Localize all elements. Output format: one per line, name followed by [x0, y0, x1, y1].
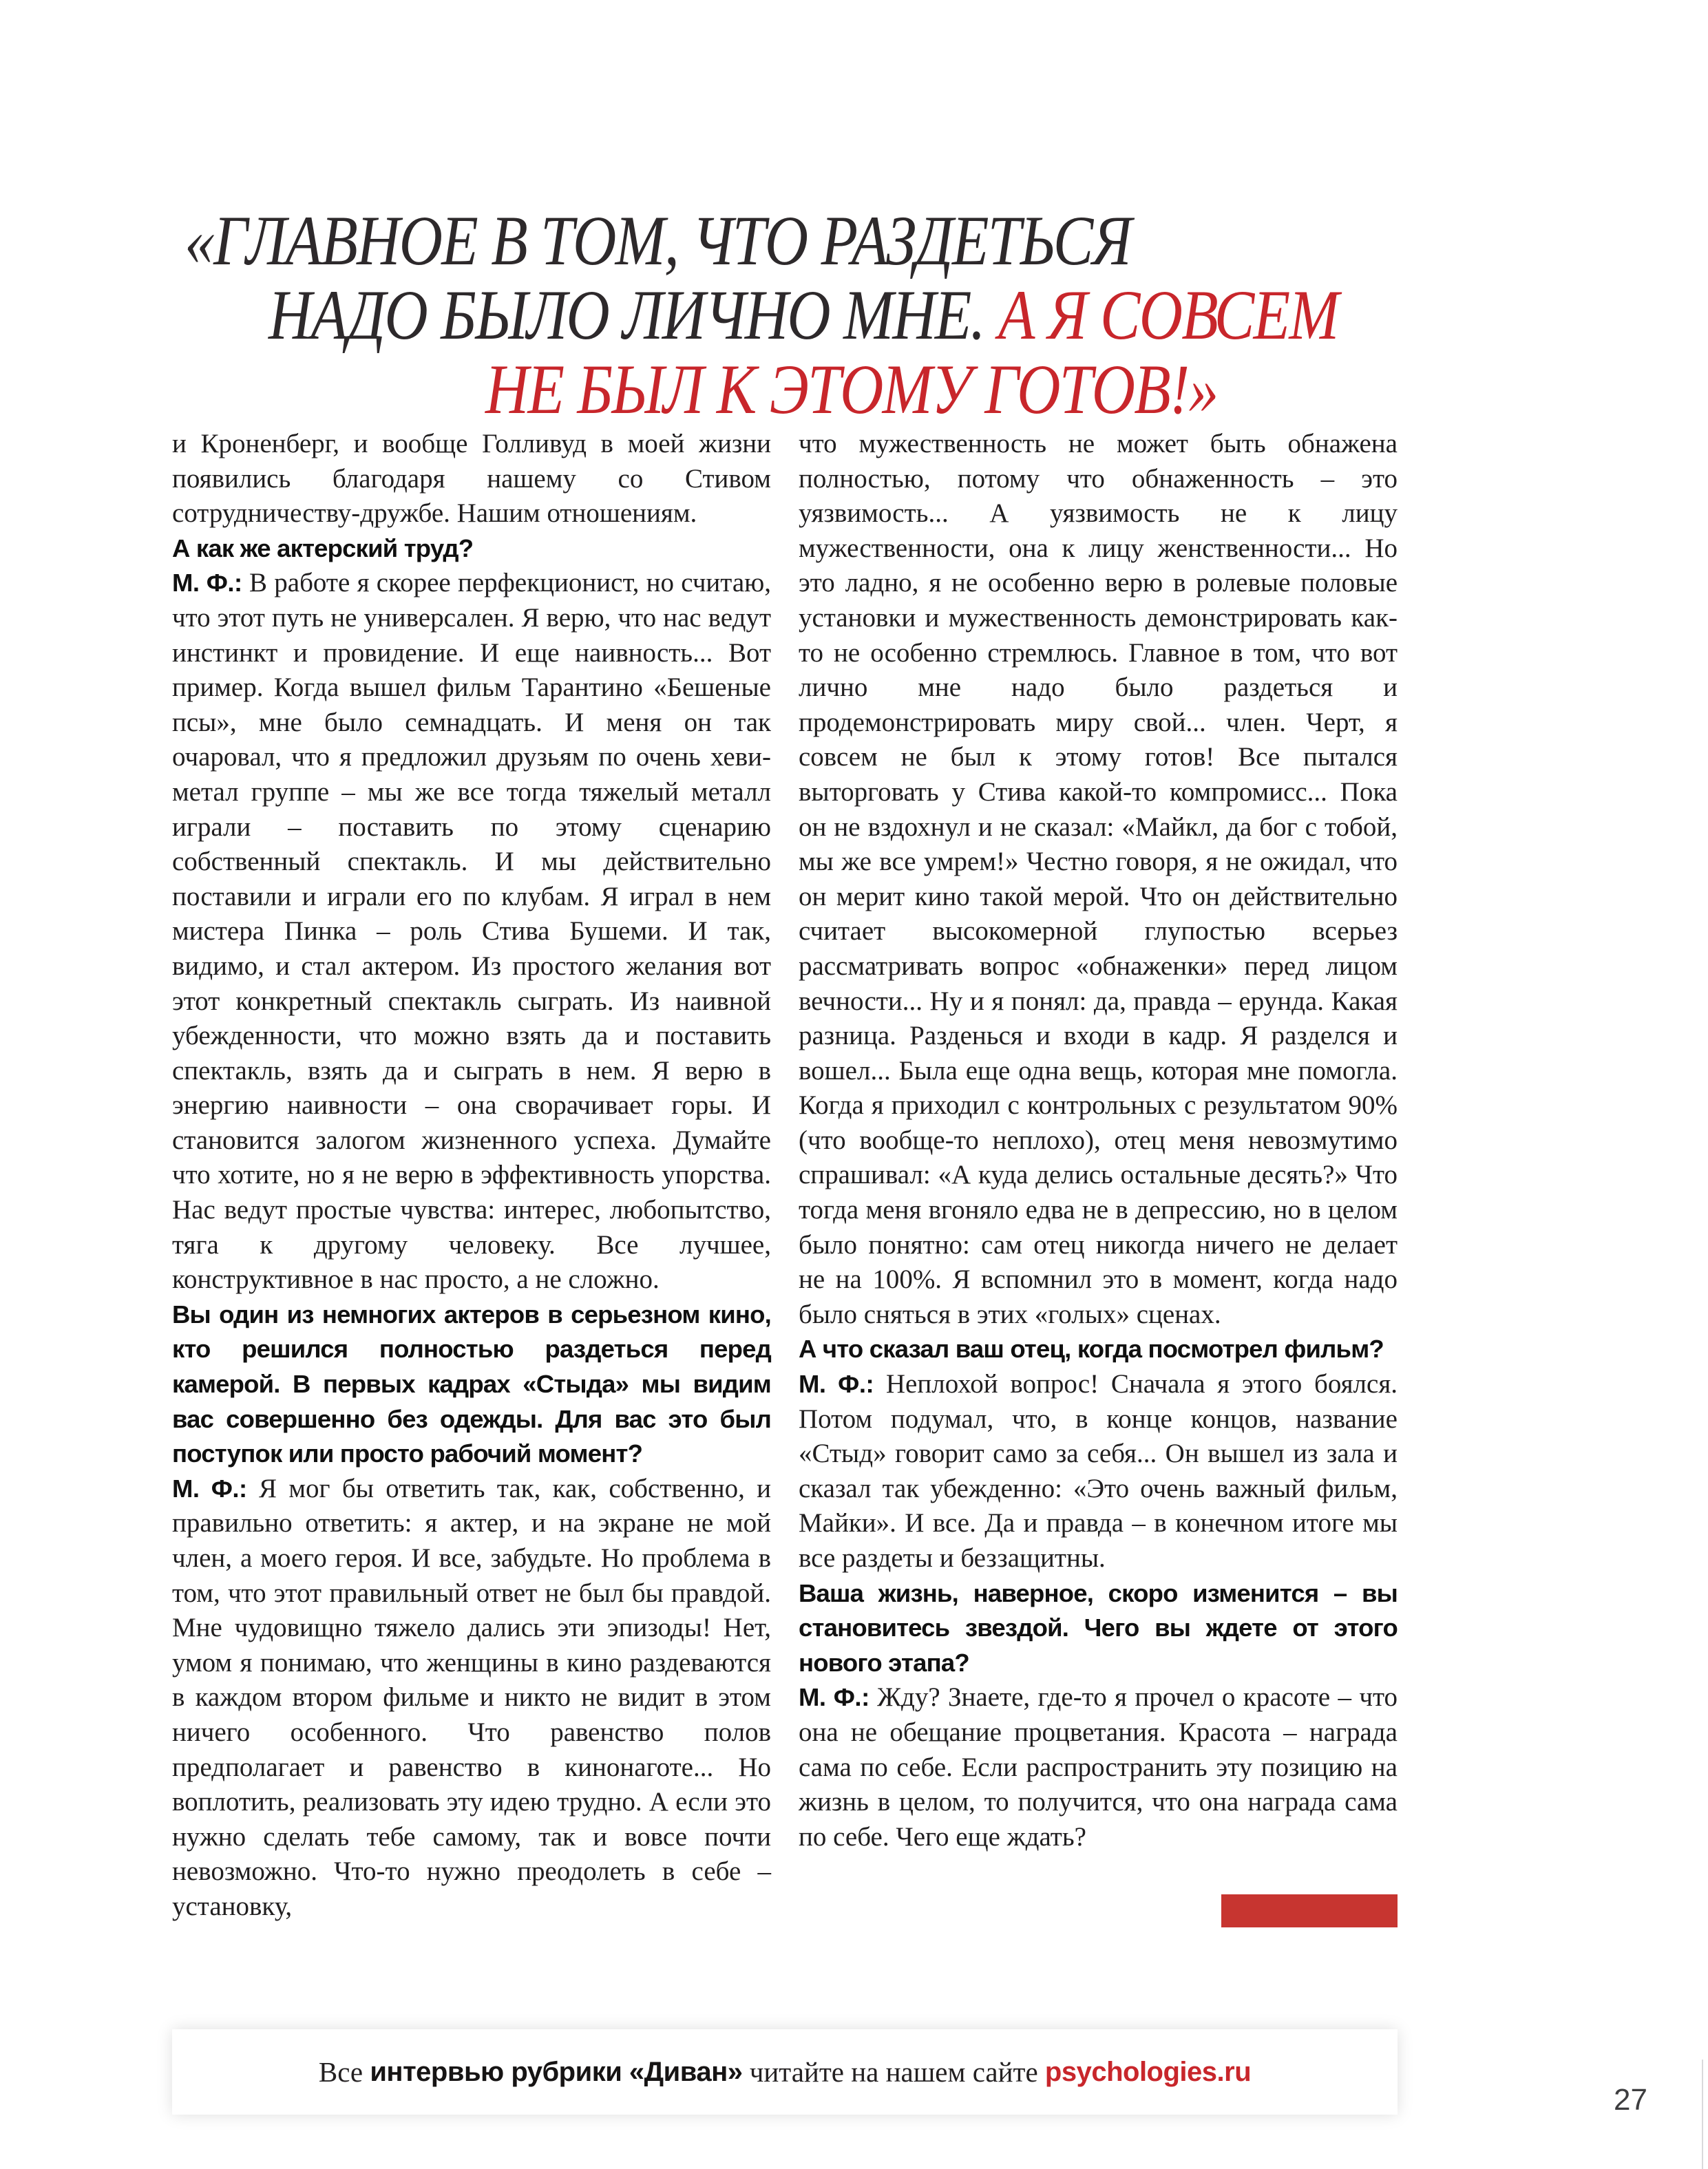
- answer-text: Жду? Знаете, где-то я прочел о красоте – что она не обещание процветания. Красота – награда сама по себе. Если распространить эту позицию на жизнь в целом, то получится, что она награда сама по себе. Чего еще ждать?: [799, 1682, 1398, 1852]
- page-edge-line: [1702, 2060, 1703, 2169]
- page-number: 27: [1614, 2083, 1647, 2117]
- footer-text: Все: [318, 2056, 370, 2088]
- interview-question: А что сказал ваш отец, когда посмотрел фильм?: [799, 1335, 1384, 1364]
- right-column: [799, 427, 1398, 1927]
- answer-text: Я мог бы ответить так, как, собственно, и правильно ответить: я актер, и на экране не мой член, а моего героя. И все, забудьте. Но проблема в том, что этот правильный ответ не был бы правдой. Мне чудовищно тяжело дались эти эпизоды! Нет, умом я понимаю, что женщины в кино раздеваются в каждом втором фильме и никто не видит в этом ничего особенного. Что равенство полов предполагает и равенство в кинонаготе... Но воплотить, реализовать эту идею трудно. А если это нужно сделать тебе самому, так и вовсе почти невозможно. Что-то нужно преодолеть в себе – установку,: [172, 1473, 772, 1921]
- interview-question: Ваша жизнь, наверное, скоро изменится – вы становитесь звездой. Чего вы ждете от этого нового этапа?: [799, 1578, 1398, 1677]
- footer-text: читайте на нашем сайте: [742, 2056, 1045, 2088]
- interview-answer: [172, 566, 771, 1297]
- pull-quote-line-2: [268, 276, 1549, 355]
- footer-site-link[interactable]: psychologies.ru: [1044, 2056, 1252, 2087]
- pull-quote-line-1: [184, 204, 1549, 278]
- footer-rubric-label: интервью рубрики «Диван»: [370, 2056, 743, 2087]
- speaker-initials: М. Ф.:: [799, 1683, 869, 1712]
- pull-quote-dark-text: «ГЛАВНОЕ В ТОМ, ЧТО РАЗДЕТЬСЯ: [184, 202, 1131, 280]
- footer-banner: [172, 2029, 1398, 2115]
- pull-quote-dark-text: НАДО БЫЛО ЛИЧНО МНЕ.: [268, 276, 999, 355]
- speaker-initials: М. Ф.:: [799, 1370, 874, 1399]
- interview-question: Вы один из немногих актеров в серьезном кино, кто решился полностью раздеться перед камерой. В первых кадрах «Стыда» мы видим вас совершенно без одежды. Для вас это был поступок или просто рабочий момент?: [172, 1300, 771, 1468]
- left-column: [172, 427, 771, 1927]
- pull-quote-red-text: НЕ БЫЛ К ЭТОМУ ГОТОВ!»: [485, 350, 1218, 429]
- article-body: [172, 427, 1398, 1927]
- speaker-initials: М. Ф.:: [172, 569, 242, 597]
- answer-text: Неплохой вопрос! Сначала я этого боялся. Потом подумал, что, в конце концов, название «Стыд» говорит само за себя... Он вышел из зала и сказал так убежденно: «Это очень важный фильм, Майки». И все. Да и правда – в конечном итоге мы все раздеты и беззащитны.: [799, 1369, 1398, 1573]
- interview-question: А как же актерский труд?: [172, 533, 474, 562]
- pull-quote: [172, 204, 1549, 427]
- interview-answer: [799, 1367, 1398, 1576]
- interview-answer: [172, 1472, 771, 1925]
- pull-quote-red-text: А Я СОВСЕМ: [998, 276, 1338, 355]
- pull-quote-line-3: [485, 352, 1549, 427]
- answer-text: В работе я скорее перфекционист, но считаю, что этот путь не универсален. Я верю, что нас ведут инстинкт и провидение. И еще наивность... Вот пример. Когда вышел фильм Тарантино «Бешеные псы», мне было семнадцать. И меня он так очаровал, что я предложил друзьям по очень хеви-метал группе – мы же все тогда тяжелый металл играли – поставить по этому сценарию собственный спектакль. И мы действительно поставили и играли его по клубам. Я играл в нем мистера Пинка – роль Стива Бушеми. И так, видимо, и стал актером. Из простого желания вот этот конкретный спектакль сыграть. Из наивной убежденности, что можно взять да и поставить спектакль, взять да и сыграть в нем. Я верю в энергию наивности – она сворачивает горы. И становится залогом жизненного успеха. Думайте что хотите, но я не верю в эффективность упорства. Нас ведут простые чувства: интерес, любопытство, тяга к другому человеку. Все лучшее, конструктивное в нас просто, а не сложно.: [172, 568, 772, 1295]
- red-end-marker: [1221, 1894, 1398, 1927]
- paragraph-continuation: и Кроненберг, и вообще Голливуд в моей жизни появились благодаря нашему со Стивом сотрудничеству-дружбе. Нашим отношениям.: [172, 429, 771, 529]
- interview-answer: [799, 1680, 1398, 1854]
- speaker-initials: М. Ф.:: [172, 1474, 247, 1503]
- paragraph-continuation: что мужественность не может быть обнажена полностью, потому что обнаженность – это уязвимость... А уязвимость не к лицу мужественности, она к лицу женственности... Но это ладно, я не особенно верю в ролевые половые установки и мужественность демонстрировать как-то не особенно стремлюсь. Главное в том, что вот лично мне надо было раздеться и продемонстрировать миру свой... член. Черт, я совсем не был к этому готов! Все пытался выторговать у Стива какой-то компромисс... Пока он не вздохнул и не сказал: «Майкл, да бог с тобой, мы же все умрем!» Честно говоря, я не ожидал, что он мерит кино такой мерой. Что он действительно считает высокомерной глупостью всерьез рассматривать вопрос «обнаженки» перед лицом вечности... Ну и я понял: да, правда – ерунда. Какая разница. Разденься и входи в кадр. Я разделся и вошел... Была еще одна вещь, которая мне помогла. Когда я приходил с контрольных с результатом 90% (что вообще-то неплохо), отец меня невозмутимо спрашивал: «А куда делись остальные десять?» Что тогда меня вгоняло едва не в депрессию, но в целом было понятно: сам отец никогда ничего не делает не на 100%. Я вспомнил это в момент, когда надо было сняться в этих «голых» сценах.: [799, 429, 1398, 1329]
